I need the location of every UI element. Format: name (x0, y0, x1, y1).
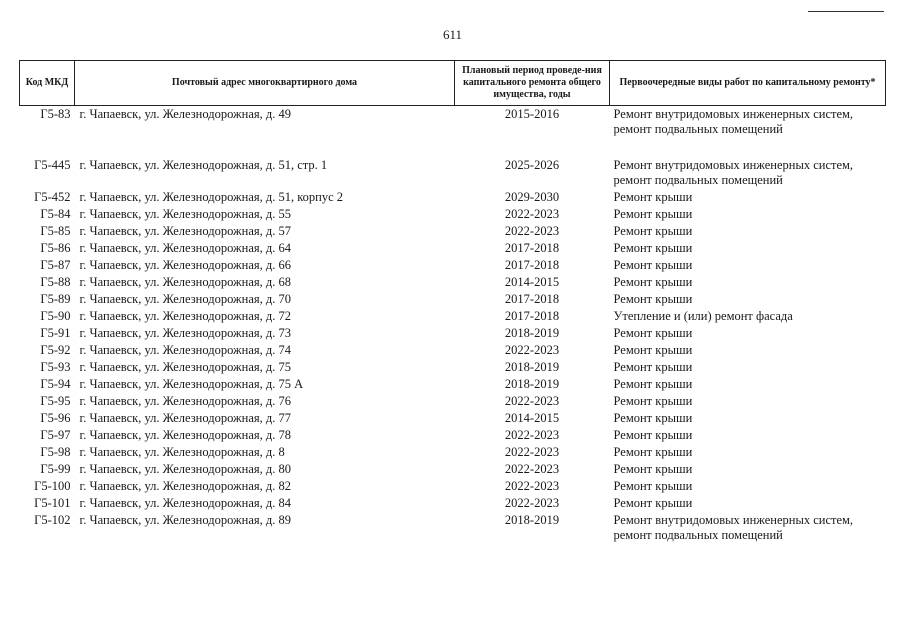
cell-address: г. Чапаевск, ул. Железнодорожная, д. 75 (79, 360, 291, 374)
cell-address: г. Чапаевск, ул. Железнодорожная, д. 57 (79, 224, 291, 238)
cell-works: Ремонт внутридомовых инженерных систем, ремонт подвальных помещений (613, 158, 854, 187)
cell-works: Ремонт крыши (613, 275, 693, 289)
cell-period: 2017-2018 (504, 309, 560, 323)
cell-address: г. Чапаевск, ул. Железнодорожная, д. 75 А (79, 377, 304, 391)
table-row (20, 206, 886, 223)
cell-works: Ремонт крыши (613, 292, 693, 306)
table-row (20, 257, 886, 274)
cell-period: 2018-2019 (504, 377, 560, 391)
cell-code: Г5-87 (40, 258, 71, 272)
cell-period: 2022-2023 (504, 207, 560, 221)
cell-code: Г5-101 (34, 496, 71, 510)
table-row (20, 393, 886, 410)
cell-address: г. Чапаевск, ул. Железнодорожная, д. 89 (79, 513, 291, 527)
page-number: 611 (442, 27, 463, 42)
cell-address: г. Чапаевск, ул. Железнодорожная, д. 82 (79, 479, 291, 493)
cell-works: Ремонт крыши (613, 394, 693, 408)
cell-works: Ремонт крыши (613, 377, 693, 391)
cell-works: Утепление и (или) ремонт фасада (613, 309, 793, 323)
table-row (20, 223, 886, 240)
cell-code: Г5-99 (40, 462, 71, 476)
cell-code: Г5-88 (40, 275, 71, 289)
cell-period: 2017-2018 (504, 241, 560, 255)
cell-code: Г5-445 (34, 158, 71, 172)
cell-code: Г5-102 (34, 513, 71, 527)
table-header-row (20, 61, 886, 106)
cell-code: Г5-97 (40, 428, 71, 442)
cell-period: 2022-2023 (504, 445, 560, 459)
header-address: Почтовый адрес многоквартирного дома (75, 61, 455, 106)
table-row (20, 495, 886, 512)
table-row (20, 157, 886, 189)
header-period: Плановый период проведе-ния капитального ремонта общего имущества, годы (455, 61, 610, 106)
cell-period: 2018-2019 (504, 326, 560, 340)
cell-address: г. Чапаевск, ул. Железнодорожная, д. 84 (79, 496, 291, 510)
cell-code: Г5-452 (34, 190, 71, 204)
cell-works: Ремонт крыши (613, 326, 693, 340)
capital-repair-table (19, 60, 886, 544)
cell-address: г. Чапаевск, ул. Железнодорожная, д. 72 (79, 309, 291, 323)
cell-works: Ремонт крыши (613, 462, 693, 476)
cell-address: г. Чапаевск, ул. Железнодорожная, д. 77 (79, 411, 291, 425)
cell-address: г. Чапаевск, ул. Железнодорожная, д. 70 (79, 292, 291, 306)
table-row (20, 444, 886, 461)
table-row (20, 342, 886, 359)
table-row (20, 359, 886, 376)
cell-code: Г5-84 (40, 207, 71, 221)
cell-works: Ремонт крыши (613, 479, 693, 493)
cell-code: Г5-94 (40, 377, 71, 391)
cell-address: г. Чапаевск, ул. Железнодорожная, д. 49 (79, 107, 291, 121)
table-row (20, 240, 886, 257)
cell-code: Г5-95 (40, 394, 71, 408)
table-row (20, 274, 886, 291)
cell-address: г. Чапаевск, ул. Железнодорожная, д. 76 (79, 394, 291, 408)
top-rule (808, 11, 884, 12)
cell-works: Ремонт крыши (613, 428, 693, 442)
cell-code: Г5-96 (40, 411, 71, 425)
cell-works: Ремонт крыши (613, 360, 693, 374)
cell-code: Г5-85 (40, 224, 71, 238)
cell-period: 2022-2023 (504, 496, 560, 510)
cell-works: Ремонт крыши (613, 241, 693, 255)
cell-address: г. Чапаевск, ул. Железнодорожная, д. 51, стр. 1 (79, 158, 328, 172)
table-row (20, 427, 886, 444)
table-row (20, 291, 886, 308)
cell-address: г. Чапаевск, ул. Железнодорожная, д. 64 (79, 241, 291, 255)
cell-period: 2017-2018 (504, 258, 560, 272)
cell-period: 2022-2023 (504, 224, 560, 238)
cell-works: Ремонт крыши (613, 224, 693, 238)
cell-code: Г5-89 (40, 292, 71, 306)
cell-period: 2025-2026 (504, 158, 560, 172)
cell-works: Ремонт крыши (613, 411, 693, 425)
cell-works: Ремонт крыши (613, 343, 693, 357)
table-row (20, 410, 886, 427)
cell-period: 2022-2023 (504, 428, 560, 442)
cell-works: Ремонт крыши (613, 496, 693, 510)
cell-address: г. Чапаевск, ул. Железнодорожная, д. 80 (79, 462, 291, 476)
table-row (20, 189, 886, 206)
table-row (20, 461, 886, 478)
cell-period: 2017-2018 (504, 292, 560, 306)
table-row (20, 106, 886, 158)
table-row (20, 376, 886, 393)
cell-address: г. Чапаевск, ул. Железнодорожная, д. 73 (79, 326, 291, 340)
cell-works: Ремонт крыши (613, 207, 693, 221)
cell-works: Ремонт крыши (613, 445, 693, 459)
table-row (20, 308, 886, 325)
cell-address: г. Чапаевск, ул. Железнодорожная, д. 78 (79, 428, 291, 442)
cell-code: Г5-83 (40, 107, 71, 121)
cell-period: 2022-2023 (504, 343, 560, 357)
header-code: Код МКД (20, 61, 75, 106)
cell-code: Г5-93 (40, 360, 71, 374)
cell-code: Г5-92 (40, 343, 71, 357)
cell-code: Г5-91 (40, 326, 71, 340)
cell-works: Ремонт крыши (613, 190, 693, 204)
cell-period: 2022-2023 (504, 394, 560, 408)
cell-period: 2018-2019 (504, 360, 560, 374)
cell-period: 2018-2019 (504, 513, 560, 527)
cell-address: г. Чапаевск, ул. Железнодорожная, д. 66 (79, 258, 291, 272)
cell-works: Ремонт внутридомовых инженерных систем, ремонт подвальных помещений (613, 513, 854, 542)
cell-code: Г5-98 (40, 445, 71, 459)
cell-period: 2022-2023 (504, 462, 560, 476)
cell-code: Г5-100 (34, 479, 71, 493)
cell-address: г. Чапаевск, ул. Железнодорожная, д. 55 (79, 207, 291, 221)
header-works: Первоочередные виды работ по капитальному ремонту* (610, 61, 886, 106)
table-row (20, 512, 886, 544)
cell-address: г. Чапаевск, ул. Железнодорожная, д. 8 (79, 445, 285, 459)
cell-works: Ремонт крыши (613, 258, 693, 272)
cell-address: г. Чапаевск, ул. Железнодорожная, д. 68 (79, 275, 291, 289)
cell-period: 2029-2030 (504, 190, 560, 204)
cell-period: 2014-2015 (504, 411, 560, 425)
cell-period: 2015-2016 (504, 107, 560, 121)
table-row (20, 478, 886, 495)
cell-period: 2014-2015 (504, 275, 560, 289)
cell-code: Г5-90 (40, 309, 71, 323)
cell-works: Ремонт внутридомовых инженерных систем, ремонт подвальных помещений (613, 107, 854, 136)
cell-code: Г5-86 (40, 241, 71, 255)
cell-period: 2022-2023 (504, 479, 560, 493)
cell-address: г. Чапаевск, ул. Железнодорожная, д. 74 (79, 343, 291, 357)
cell-address: г. Чапаевск, ул. Железнодорожная, д. 51, корпус 2 (79, 190, 344, 204)
table-row (20, 325, 886, 342)
